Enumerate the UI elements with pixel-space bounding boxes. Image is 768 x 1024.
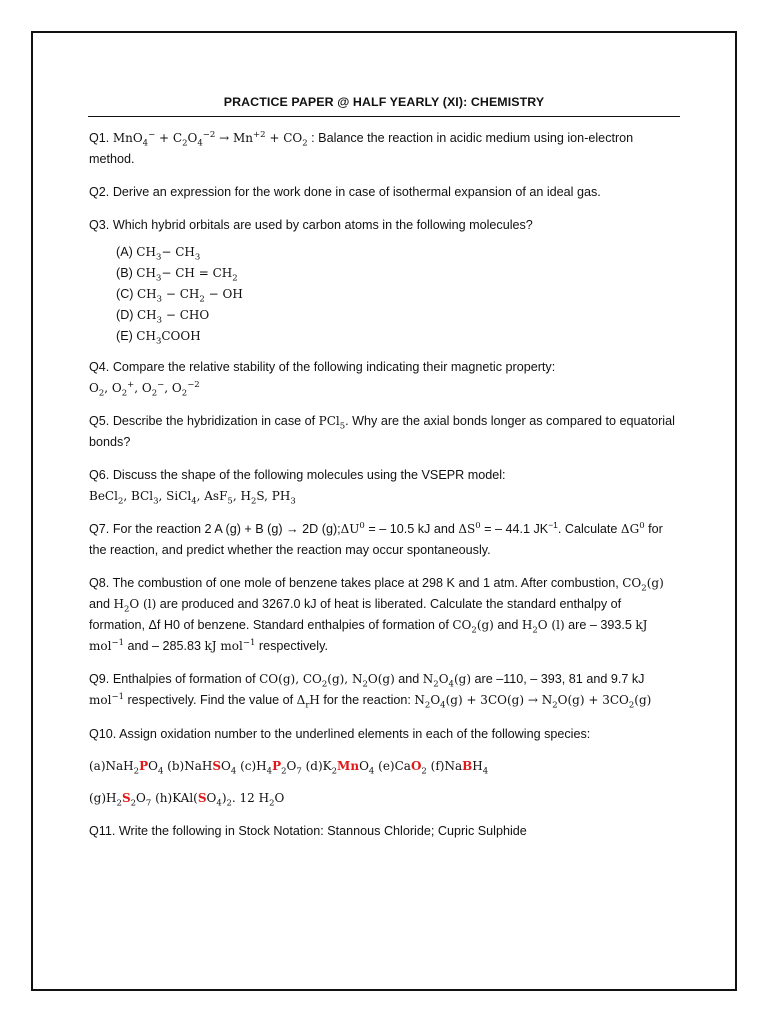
question-number: Q1. (89, 131, 110, 145)
question-number: Q4. (89, 360, 110, 374)
formula-pcl5: PCl$_5$ (318, 414, 346, 432)
option-b: (B) $CH_3-$ CH = $CH_2$ (116, 266, 238, 284)
question-text: Discuss the shape of the following molecules using the VSEPR model: (112, 468, 506, 482)
question-number: Q6. (89, 468, 110, 482)
question-text: Write the following in Stock Notation: Stannous Chloride; Cupric Sulphide (118, 824, 527, 838)
question-4 (89, 357, 679, 399)
paper-title: PRACTICE PAPER @ HALF YEARLY (XI): CHEMISTRY (223, 95, 545, 109)
option-d: (D) $CH_3$ − CHO (116, 308, 210, 326)
option-a: (A) $CH_3- CH_3$ (116, 245, 201, 263)
question-3 (89, 215, 679, 236)
species-line-2: $(g)H_2S_2O_7$ $(h)KAl(SO_4)_2$. 12 $H_2O$ (89, 791, 285, 809)
question-9: Q9. Enthalpies of formation of CO(g), $CO_2(g)$, $N_2O(g)$ and $N_2O_4(g)$ are –110, – 393, 81 and 9.7 kJ mol$^{-1}$ respectively. Find the value of $\Delta_rH$ for the reaction: $N_2O_4(g) + 3CO(g) \to N_2O(g) + 3CO_2(g)$ (89, 672, 652, 711)
question-number: Q3. (89, 218, 110, 232)
question-list (89, 128, 679, 854)
question-number: Q10. (89, 727, 117, 741)
question-text: Which hybrid orbitals are used by carbon atoms in the following molecules? (112, 218, 533, 232)
option-c: (C) $CH_3 - CH_2$ − OH (116, 287, 243, 305)
molecule-list: BeCl$_2$, BCl$_3$, SiCl$_4$, AsF$_5$, $H_2S$, $PH_3$ (89, 489, 296, 507)
option-e: (E) $CH_3COOH$ (116, 329, 201, 347)
question-11 (89, 821, 679, 842)
species-line-1: $(a)NaH_2PO_4$ (b)NaHSO$_4$ $(c)H_4P_2O_7$ $(d)K_2MnO_4$ (e)CaO$_2$ (f)NaBH$_4$ (89, 759, 489, 777)
question-8: Q8. The combustion of one mole of benzene takes place at 298 K and 1 atm. After combustion, $CO_2(g)$ and $H_2O$ (l) are produced and 3267.0 kJ of heat is liberated. Calculate the standard enthalpy of formation, Δf H0 of benzene. Standard enthalpies of formation of $CO_2(g)$ and $H_2O$ (l) are – 393.5 kJ mol$^{-1}$ and – 285.83 kJ mol$^{-1}$ respectively. (89, 576, 664, 653)
question-text: Assign oxidation number to the underlined elements in each of the following species: (119, 727, 591, 741)
question-number: Q2. (89, 185, 110, 199)
question-number: Q9. (89, 672, 110, 686)
question-7: Q7. For the reaction 2 A (g) + B (g) → 2D $(g);\Delta U^0$ = – 10.5 kJ and $\Delta S^0$ = – 44.1 $JK^{-1}$. Calculate $\Delta G^0$ for the reaction, and predict whether the reaction may occur spontaneously. (89, 519, 663, 557)
question-3-options (116, 242, 679, 347)
oxygen-species: $O_2$, $O_2^+$, $O_2^-$, $O_2^{-2}$ (89, 380, 200, 399)
question-number: Q5. (89, 414, 110, 428)
question-number: Q8. (89, 576, 110, 590)
question-text: Compare the relative stability of the following indicating their magnetic property: (112, 360, 556, 374)
title-underline (88, 116, 680, 117)
question-6 (89, 465, 679, 507)
redox-equation: $MnO_4^- + C_2O_4^{-2} \to Mn^{+2} + CO_2$ (112, 130, 308, 149)
question-number: Q7. (89, 522, 110, 536)
question-number: Q11. (89, 824, 116, 838)
question-1 (89, 128, 679, 170)
question-text: Derive an expression for the work done in case of isothermal expansion of an ideal gas. (112, 185, 601, 199)
question-2 (89, 182, 679, 203)
question-5: Q5. Describe the hybridization in case of PCl$_5$. Why are the axial bonds longer as compared to equatorial bonds? (89, 414, 675, 449)
question-text: : Balance the reaction in acidic medium using ion-electron method. (89, 131, 634, 166)
question-10 (89, 723, 679, 809)
